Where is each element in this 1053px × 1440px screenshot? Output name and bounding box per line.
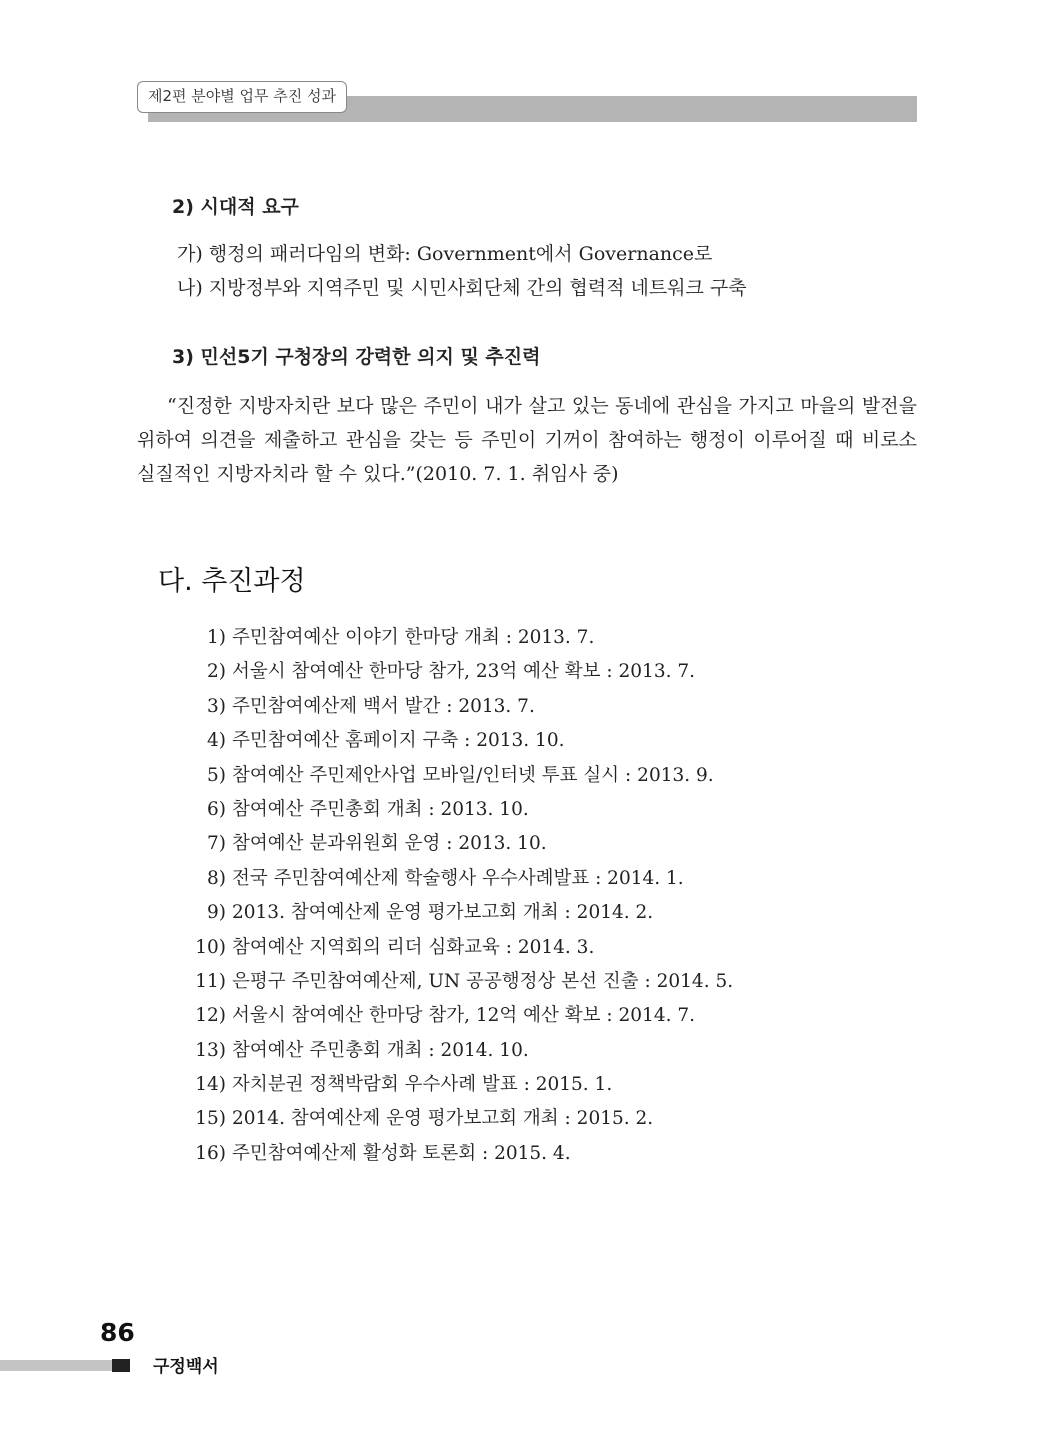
page-number: 86 (100, 1318, 135, 1347)
section-3-heading: 3) 민선5기 구청장의 강력한 의지 및 추진력 (172, 346, 541, 368)
list-item: 1) 주민참여예산 이야기 한마당 개최 : 2013. 7. (207, 627, 595, 648)
inauguration-quote: “진정한 지방자치란 보다 많은 주민이 내가 살고 있는 동네에 관심을 가지고 마을의 발전을 위하여 의견을 제출하고 관심을 갖는 등 주민이 기꺼이 참여하는 행정이 이루어질 때 비로소 실질적인 지방자치라 할 수 있다.”(2010. 7. 1. 취임사 중) (137, 395, 917, 485)
footer-square-marker (112, 1359, 130, 1372)
process-heading: 다. 추진과정 (158, 566, 306, 597)
section-2-item-a: 가) 행정의 패러다임의 변화: Government에서 Governance로 (177, 243, 713, 265)
footer-bar (0, 1360, 112, 1371)
section-tab: 제2편 분야별 업무 추진 성과 (137, 81, 347, 113)
list-item: 16) 주민참여예산제 활성화 토론회 : 2015. 4. (195, 1142, 571, 1164)
list-item: 8) 전국 주민참여예산제 학술행사 우수사례발표 : 2014. 1. (207, 867, 684, 889)
list-item: 12) 서울시 참여예산 한마당 참가, 12억 예산 확보 : 2014. 7. (195, 1005, 696, 1027)
list-item: 7) 참여예산 분과위원회 운영 : 2013. 10. (207, 833, 547, 855)
book-title: 구정백서 (153, 1357, 219, 1377)
list-item: 3) 주민참여예산제 백서 발간 : 2013. 7. (207, 695, 535, 717)
process-list (186, 621, 733, 1171)
list-item: 15) 2014. 참여예산제 운영 평가보고회 개최 : 2015. 2. (195, 1108, 654, 1130)
list-item: 10) 참여예산 지역회의 리더 심화교육 : 2014. 3. (195, 936, 595, 958)
list-item: 9) 2013. 참여예산제 운영 평가보고회 개최 : 2014. 2. (207, 902, 654, 924)
section-2-item-b: 나) 지방정부와 지역주민 및 시민사회단체 간의 협력적 네트워크 구축 (177, 277, 747, 299)
list-item: 13) 참여예산 주민총회 개최 : 2014. 10. (195, 1039, 529, 1061)
list-item: 2) 서울시 참여예산 한마당 참가, 23억 예산 확보 : 2013. 7. (207, 661, 696, 683)
list-item: 5) 참여예산 주민제안사업 모바일/인터넷 투표 실시 : 2013. 9. (207, 764, 714, 786)
list-item: 14) 자치분권 정책박람회 우수사례 발표 : 2015. 1. (195, 1074, 613, 1096)
list-item: 11) 은평구 주민참여예산제, UN 공공행정상 본선 진출 : 2014. 5. (195, 970, 734, 992)
list-item: 6) 참여예산 주민총회 개최 : 2013. 10. (207, 798, 529, 820)
section-2-heading: 2) 시대적 요구 (172, 196, 299, 218)
list-item: 4) 주민참여예산 홈페이지 구축 : 2013. 10. (207, 730, 565, 752)
